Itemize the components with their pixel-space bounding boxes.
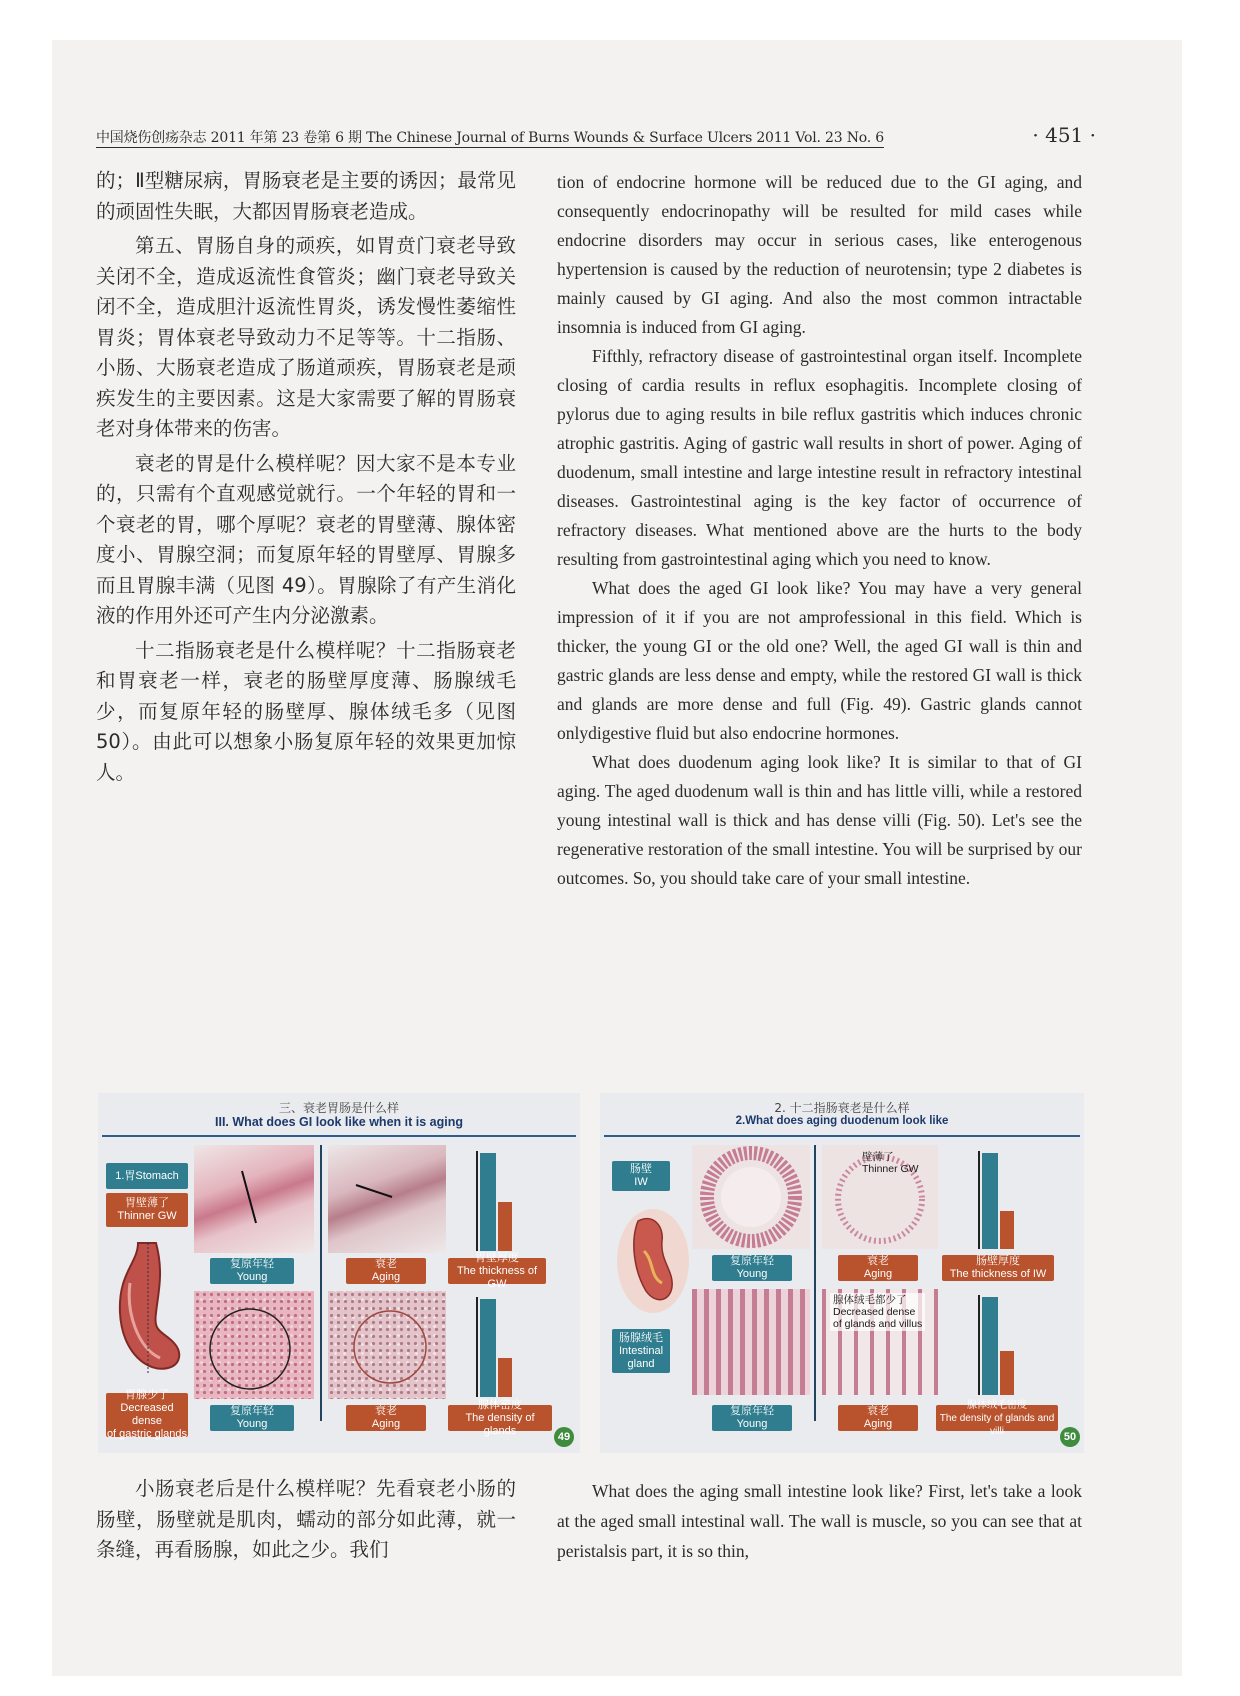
young-gland-photo — [692, 1289, 810, 1395]
young-gland-photo — [194, 1291, 314, 1399]
aging-label: 衰老 Aging — [346, 1258, 426, 1284]
photo-divider — [320, 1145, 322, 1421]
paragraph: Fifthly, refractory disease of gastrointestinal organ itself. Incomplete closing of cardia results in reflux esophagitis. Incomplete closing of pylorus due to aging results in bile reflux gastritis which induces chronic atrophic gastritis. Aging of gastric wall results in short of power. Aging of duodenum, small intestine and large intestine result in refractory intestinal diseases. Gastrointestinal aging is the key factor of occurrence of refractory diseases. What mentioned above are the hurts to the body resulting from gastrointestinal aging which you need to know. — [557, 346, 1082, 569]
figure-49 — [98, 1093, 580, 1453]
paragraph: 第五、胃肠自身的顽疾，如胃贲门衰老导致关闭不全，造成返流性食管炎；幽门衰老导致关闭不全，造成胆汁返流性胃炎，诱发慢性萎缩性胃炎；胃体衰老导致动力不足等等。十二指肠、小肠、大肠衰老造成了肠道顽疾，胃肠衰老是顽疾发生的主要因素。这是大家需要了解的胃肠衰老对身体带来的伤害。 — [96, 234, 516, 440]
young-label: 复原年轻 Young — [210, 1405, 294, 1431]
figure-rule — [102, 1135, 576, 1137]
page-number: · 451 · — [1032, 123, 1096, 147]
density-label: 腺体密度 The density of glands — [448, 1405, 552, 1431]
paragraph: tion of endocrine hormone will be reduced due to the GI aging, and consequently endocrinopathy will be resulted for mild cases while endocrine disorders may occur in serious cases, like enterogenous hypertension is caused by the reduction of neurotensin; type 2 diabetes is mainly caused by GI aging. And also the most common intractable insomnia is induced from GI aging. — [557, 172, 1082, 337]
paragraph: 的；Ⅱ型糖尿病，胃肠衰老是主要的诱因；最常见的顽固性失眠，大都因胃肠衰老造成。 — [96, 169, 516, 223]
paragraph: What does duodenum aging look like? It is similar to that of GI aging. The aged duodenum wall is thin and has little villi, while a restored young intestinal wall is thick and has dense villi (Fig. 50). Let's see the regenerative restoration of the small intestine. You will be surprised by our outcomes. So, you should take care of your small intestine. — [557, 752, 1082, 888]
chart-axis — [476, 1151, 478, 1251]
density-bar-chart — [458, 1291, 538, 1397]
gland-label: 肠腺绒毛 Intestinal gland — [612, 1329, 670, 1373]
aging-label: 衰老 Aging — [838, 1255, 918, 1281]
density-label: 腺体绒毛密度 The density of glands and villi — [936, 1405, 1058, 1431]
figure-title-en: III. What does GI look like when it is aging — [215, 1115, 463, 1129]
stomach-illustration — [108, 1233, 188, 1383]
paragraph: 十二指肠衰老是什么模样呢？十二指肠衰老和胃衰老一样，衰老的肠壁厚度薄、肠腺绒毛少，而复原年轻的肠壁厚、腺体绒毛多（见图 50）。由此可以想象小肠复原年轻的效果更加惊人。 — [96, 638, 516, 784]
chart-bar-aging — [498, 1202, 512, 1251]
chart-bar-aging — [1000, 1211, 1014, 1249]
chart-axis — [476, 1297, 478, 1397]
thickness-label: 胃壁厚度 The thickness of GW — [448, 1258, 546, 1284]
iw-label: 肠壁 IW — [612, 1161, 670, 1191]
decreased-label: 胃腺少了 Decreased dense of gastric glands — [106, 1389, 188, 1440]
thickness-bar-chart — [960, 1145, 1040, 1249]
measure-line — [194, 1145, 314, 1253]
figure-title-zh: 三、衰老胃肠是什么样 — [278, 1101, 399, 1115]
right-column-bottom — [557, 1476, 1082, 1566]
chart-axis — [978, 1151, 980, 1249]
journal-line: 中国烧伤创疡杂志 2011 年第 23 卷第 6 期 The Chinese Journal of Burns Wounds & Surface Ulcers 2011 Vol. 23 No. 6 — [96, 130, 884, 146]
right-column-top — [557, 168, 1082, 893]
paragraph: 衰老的胃是什么模样呢？因大家不是本专业的，只需有个直观感觉就行。一个年轻的胃和一个衰老的胃，哪个厚呢？衰老的胃壁薄、腺体密度小、胃腺空洞；而复原年轻的胃壁厚、胃腺多而且胃腺丰满（见图 49）。胃腺除了有产生消化液的作用外还可产生内分泌激素。 — [96, 451, 516, 627]
figure-number-badge: 50 — [1060, 1427, 1080, 1447]
left-column-top — [96, 166, 516, 792]
aging-gland-photo — [328, 1291, 446, 1399]
figure-rule — [604, 1135, 1080, 1137]
thinner-note: 壁薄了 Thinner GW — [862, 1151, 919, 1175]
thinner-label: 胃壁薄了 Thinner GW — [106, 1193, 188, 1227]
chart-bar-young — [982, 1297, 998, 1395]
measure-line — [328, 1145, 446, 1253]
figure-title-en: 2.What does aging duodenum look like — [735, 1115, 949, 1127]
stomach-label: 1.胃Stomach — [106, 1163, 188, 1189]
aging-wall-photo — [328, 1145, 446, 1253]
photo-divider — [814, 1145, 816, 1421]
villi-ring — [692, 1145, 810, 1249]
young-label: 复原年轻 Young — [712, 1405, 792, 1431]
aging-label: 衰老 Aging — [838, 1405, 918, 1431]
left-column-bottom — [96, 1474, 516, 1570]
thickness-bar-chart — [458, 1145, 538, 1251]
young-label: 复原年轻 Young — [712, 1255, 792, 1281]
aging-gland-photo — [822, 1289, 938, 1395]
thickness-label: 肠壁厚度 The thickness of IW — [942, 1255, 1054, 1281]
figure-title-zh: 2. 十二指肠衰老是什么样 — [774, 1101, 910, 1115]
running-header — [96, 123, 1096, 151]
highlight-circle — [328, 1291, 446, 1399]
paragraph: 小肠衰老后是什么模样呢？先看衰老小肠的肠壁，肠壁就是肌肉，蠕动的部分如此薄，就一条缝，再看肠腺，如此之少。我们 — [96, 1477, 516, 1561]
chart-bar-young — [480, 1153, 496, 1251]
aging-label: 衰老 Aging — [346, 1405, 426, 1431]
chart-bar-young — [982, 1153, 998, 1249]
chart-bar-young — [480, 1299, 496, 1397]
chart-axis — [978, 1295, 980, 1395]
chart-bar-aging — [498, 1358, 512, 1397]
highlight-circle — [194, 1291, 314, 1399]
chart-bar-aging — [1000, 1351, 1014, 1395]
young-wall-photo — [692, 1145, 810, 1249]
density-bar-chart — [960, 1289, 1040, 1395]
digestive-illustration — [610, 1201, 696, 1321]
aging-wall-photo — [822, 1145, 938, 1249]
figure-50 — [600, 1093, 1084, 1453]
decreased-note: 腺体绒毛都少了 Decreased dense of glands and villus — [830, 1293, 925, 1331]
young-label: 复原年轻 Young — [210, 1258, 294, 1284]
paragraph: What does the aged GI look like? You may have a very general impression of it if you are not amprofessional in this field. Which is thicker, the young GI or the old one? Well, the aged GI wall is thin and gastric glands are less dense and empty, while the restored GI wall is thick and glands are more dense and full (Fig. 49). Gastric glands cannot onlydigestive fluid but also endocrine hormones. — [557, 578, 1082, 743]
figure-number-badge: 49 — [554, 1427, 574, 1447]
young-wall-photo — [194, 1145, 314, 1253]
paragraph: What does the aging small intestine look like? First, let's take a look at the aged small intestinal wall. The wall is muscle, so you can see that at peristalsis part, it is so thin, — [557, 1481, 1082, 1561]
